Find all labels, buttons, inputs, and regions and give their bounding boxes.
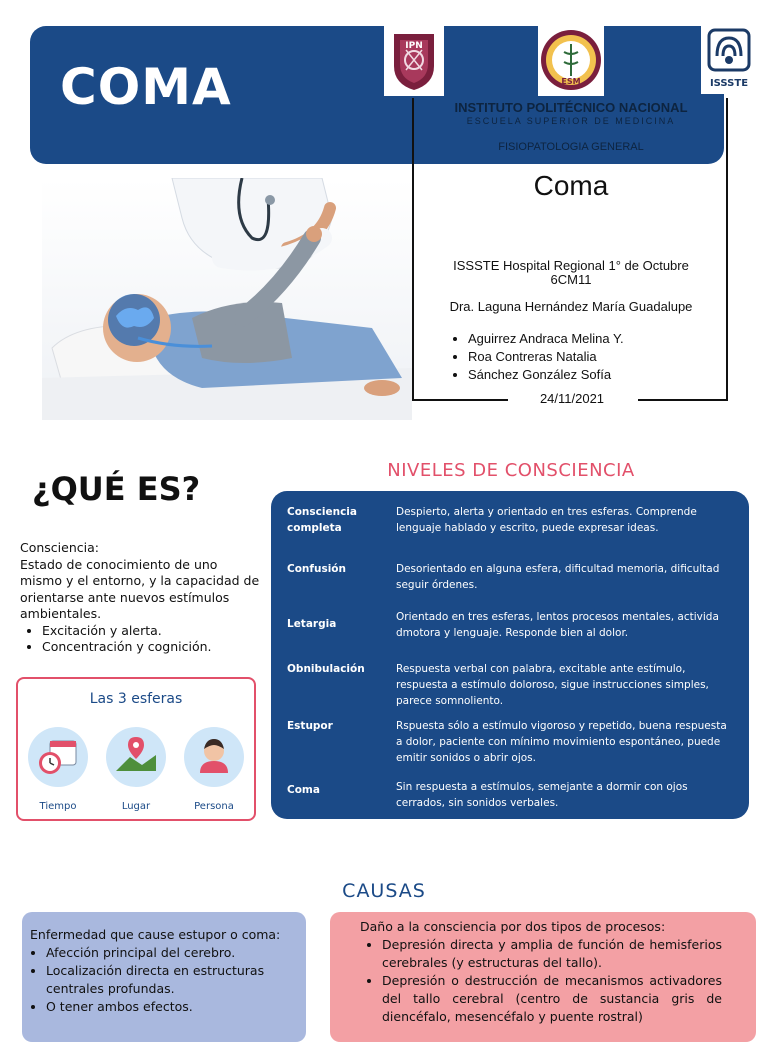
frame-bottom-right-border — [638, 399, 728, 401]
causas-left-item: • O tener ambos efectos. — [46, 998, 302, 1016]
causas-left-lead: Enfermedad que cause estupor o coma: — [30, 927, 281, 942]
causas-right-lead: Daño a la consciencia por dos tipos de procesos: — [360, 919, 666, 934]
doctor-name: Dra. Laguna Hernández María Guadalupe — [449, 299, 693, 314]
esfera-label-tiempo: Tiempo — [39, 801, 77, 812]
student-item: • Roa Contreras Natalia — [468, 348, 624, 366]
definition-bullet: • Excitación y alerta. — [42, 623, 260, 640]
definition-block — [20, 540, 260, 656]
causas-left-list — [30, 944, 302, 1016]
student-item: • Sánchez González Sofía — [468, 366, 624, 384]
hospital-line: ISSSTE Hospital Regional 1° de Octubre — [453, 258, 689, 273]
cover-card-title: Coma — [533, 170, 609, 201]
causas-right-item: • Depresión directa y amplia de función de hemisferios cerebrales (y estructuras del tallo). — [382, 936, 722, 972]
definition-label: Consciencia: — [20, 540, 99, 555]
nivel-term: Obnibulación — [287, 663, 365, 675]
nivel-term: Confusión — [287, 563, 346, 575]
que-es-heading: ¿QUÉ ES? — [32, 470, 201, 508]
definition-bullet: • Concentración y cognición. — [42, 639, 260, 656]
main-title: COMA — [60, 58, 232, 116]
niveles-table — [271, 491, 749, 819]
esferas-card — [16, 677, 256, 821]
causas-right-list — [338, 936, 722, 1026]
students-list — [440, 330, 624, 384]
nivel-term: Coma — [287, 784, 320, 796]
subject-name: FISIOPATOLOGIA GENERAL — [498, 141, 644, 153]
hospital-info — [416, 259, 726, 287]
issste-logo-icon — [701, 26, 757, 94]
nivel-term: Letargia — [287, 618, 337, 630]
svg-text:IPN: IPN — [405, 41, 423, 51]
school-name: ESCUELA SUPERIOR DE MEDICINA — [466, 116, 676, 126]
esferas-title: Las 3 esferas — [89, 691, 183, 707]
institution-name: INSTITUTO POLITÉCNICO NACIONAL — [454, 100, 688, 115]
svg-text:ISSSTE: ISSSTE — [709, 78, 749, 89]
nivel-desc: Respuesta verbal con palabra, excitable ante estímulo, respuesta a estímulo doloroso, sigue instrucciones simples, parece somnoliento. — [396, 663, 709, 707]
student-item: • Aguirrez Andraca Melina Y. — [468, 330, 624, 348]
frame-left-border — [412, 98, 414, 400]
clock-calendar-icon — [28, 727, 88, 787]
map-pin-icon — [106, 727, 166, 787]
causas-title: CAUSAS — [342, 880, 426, 902]
nivel-term: Estupor — [287, 720, 333, 732]
nivel-desc: Rspuesta sólo a estímulo vigoroso y repetido, buena respuesta a dolor, paciente con mínimo movimiento espontáneo, puede emitir sonidos o abrir ojos. — [396, 720, 727, 764]
patient-with-doctor-and-brain-illustration — [42, 178, 412, 420]
causas-right-card — [330, 912, 756, 1042]
nivel-desc: Despierto, alerta y orientado en tres esferas. Comprende lenguaje hablado y escrito, puede expresar ideas. — [396, 506, 697, 534]
nivel-desc: Orientado en tres esferas, lentos procesos mentales, activida dmotora y lenguaje. Responde bien al dolor. — [396, 611, 719, 639]
esfera-label-lugar: Lugar — [121, 801, 151, 812]
group-line: 6CM11 — [550, 272, 592, 287]
frame-right-border — [726, 98, 728, 400]
causas-left-item: • Afección principal del cerebro. — [46, 944, 302, 962]
esm-logo-icon — [538, 26, 604, 96]
causas-right-text — [338, 918, 722, 1026]
nivel-desc: Sin respuesta a estímulos, semejante a dormir con ojos cerrados, sin sonidos verbales. — [396, 781, 688, 809]
esfera-label-persona: Persona — [194, 801, 234, 812]
causas-left-item: • Localización directa en estructuras centrales profundas. — [46, 962, 302, 998]
cover-date: 24/11/2021 — [539, 391, 605, 406]
frame-bottom-left-border — [412, 399, 508, 401]
nivel-term: Consciencia completa — [287, 506, 357, 534]
causas-left-card — [22, 912, 306, 1042]
nivel-desc: Desorientado en alguna esfera, dificultad memoria, dificultad seguir órdenes. — [396, 563, 720, 591]
definition-text: Estado de conocimiento de uno mismo y el entorno, y la capacidad de orientarse ante nuevos estímulos ambientales. — [20, 556, 260, 621]
svg-text:ESM: ESM — [561, 77, 581, 86]
causas-left-text — [30, 926, 302, 1016]
niveles-title: NIVELES DE CONSCIENCIA — [387, 460, 635, 481]
causas-right-item: • Depresión o destrucción de mecanismos activadores del tallo cerebral (centro de sustancia gris de diencéfalo, mesencéfalo y puente rostral) — [382, 972, 722, 1026]
person-icon — [184, 727, 244, 787]
ipn-logo-icon — [384, 26, 444, 96]
definition-bullets — [20, 623, 260, 656]
